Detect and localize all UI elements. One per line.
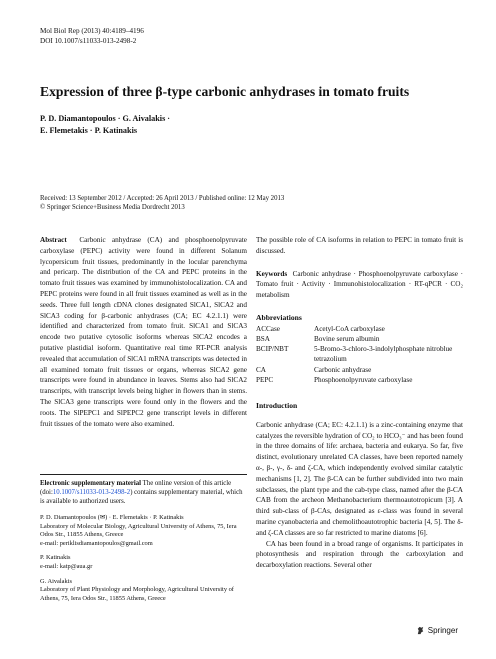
abstract-text: Carbonic anhydrase (CA) and phosphoenolpyruvate carboxylase (PEPC) activity were found in different Solanum lycopersicum fruit tissues, predominantly in the locular parenchyma and pericarp. The distribution of the CA and PEPC proteins in the tomato fruit tissues was examined by immunohistolocalization. CA and PEPC proteins were found in all fruit tissues examined as well as in the seeds. Three full length cDNA clones designated SlCA1, SlCA2 and SlCA3 coding for β-carbonic anhydrases (CA; EC 4.2.1.1) were identified and characterized from tomato fruit. SlCA1 and SlCA3 encode two putative cytosolic isoforms whereas SlCA2 encodes a putative plastidial isoform. Quantitative real time RT-PCR analysis revealed that accumulation of SlCA1 mRNA transcripts was detected in all examined tomato fruit tissues or organs, whereas SlCA2 gene transcripts were found in abundance in leaves. Stems also had SlCA2 transcripts, with transcript levels being higher in flowers than in stems. The SlCA3 gene transcripts were found only in the flowers and the roots. The SlPEPC1 and SlPEPC2 gene transcript levels in different fruit tissues of the tomato were also examined. (40, 236, 247, 428)
abstract (40, 235, 247, 429)
introduction-heading: Introduction (256, 401, 298, 410)
authors-line-1: P. D. Diamantopoulos · G. Aivalakis · (40, 114, 171, 123)
affiliation-3 (40, 578, 247, 604)
journal-header (40, 27, 144, 46)
abbreviations-list (256, 324, 463, 385)
esm-text-after: ) contains supplementary material, which is available to authorized users. (40, 489, 243, 505)
abbr-term: BSA (256, 334, 270, 343)
abbr-term: BCIP/NBT (256, 345, 289, 354)
abbr-definition: Acetyl-CoA carboxylase (314, 324, 385, 333)
esm-text-before: The online version of this article (doi: (40, 480, 232, 496)
abbr-term: ACCase (256, 324, 280, 333)
keywords-label: Keywords (256, 269, 288, 278)
copyright-line: © Springer Science+Business Media Dordrecht 2013 (40, 204, 185, 211)
authors-line-2: E. Flemetakis · P. Katinakis (40, 126, 138, 135)
affiliation-1 (40, 514, 247, 548)
author-list (40, 113, 170, 137)
affiliation-email[interactable]: e-mail: katp@aua.gr (40, 562, 93, 570)
abbr-term: PEPC (256, 375, 274, 384)
journal-citation: Mol Biol Rep (2013) 40:4189–4196 (40, 27, 144, 35)
abbreviations-heading: Abbreviations (256, 312, 302, 322)
journal-doi: DOI 10.1007/s11033-013-2498-2 (40, 36, 137, 45)
esm-doi-link[interactable]: 10.1007/s11033-013-2498-2 (52, 489, 131, 496)
history-dates: Received: 13 September 2012 / Accepted: 26 April 2013 / Published online: 12 May 2013 (40, 195, 285, 202)
affiliation-email[interactable]: e-mail: periklisdiamantopoulos@gmail.com (40, 539, 153, 547)
springer-horse-icon (416, 626, 425, 635)
left-column (40, 235, 247, 429)
publisher-logo (416, 626, 458, 635)
affiliation-names: P. D. Diamantopoulos (✉) · E. Flemetakis · P. Katinakis (40, 514, 184, 521)
abstract-continuation: The possible role of CA isoforms in relation to PEPC in tomato fruit is discussed. (256, 236, 463, 255)
abbr-definition: Carbonic anhydrase (314, 365, 372, 374)
supplementary-note (40, 474, 247, 506)
affiliation-line: Laboratory of Plant Physiology and Morphology, Agricultural University of Athens, 75, Iera Odos Str., 11855 Athens, Greece (40, 586, 234, 602)
introduction-paragraph-1: Carbonic anhydrase (CA; EC: 4.2.1.1) is a zinc-containing enzyme that catalyzes the reversible hydration of CO₂ to HCO₃⁻ and has been found in the three domains of life: archaea, bacteria and eukarya. So far, five distinct, evolutionary unrelated CA classes, have been reported namely α-, β-, γ-, δ- and ζ-CA, which independently evolved similar catalytic mechanisms [1, 2]. The β-CA can be further subdivided into two main subclasses, the plant type and the cab-type class, named after the β-CA CAB from the archeon Methanobacterium thermoautotropicum [3]. A third sub-class of β-CAs, designated as ε-class was found in several marine cyanobacteria and chemolithoautotrophic bacteria [4, 5]. The δ- and ζ-CA classes are so far restricted to marine diatoms [6]. (256, 420, 463, 537)
introduction-paragraph-2: CA has been found in a broad range of organisms. It participates in photosynthesis and respiration through the carboxylation and decarboxylation reactions. Several other (256, 539, 463, 570)
affiliation-line: Laboratory of Molecular Biology, Agricultural University of Athens, 75, Iera Odos Str., 11855 Athens, Greece (40, 522, 237, 539)
abbr-definition: Phosphoenolpyruvate carboxylase (314, 375, 413, 384)
affiliation-2 (40, 554, 247, 571)
affiliations (40, 514, 247, 603)
affiliation-names: P. Katinakis (40, 554, 71, 562)
keywords-text: Carbonic anhydrase · Phosphoenolpyruvate carboxylase · Tomato fruit · Activity · Immunohistolocalization · RT-qPCR · CO₂ metabolism (256, 269, 463, 300)
abbr-definition: 5-Bromo-3-chloro-3-indolylphosphate nitroblue tetrazolium (314, 345, 453, 364)
publisher-name: Springer (427, 626, 458, 635)
right-column (256, 235, 463, 571)
abbr-definition: Bovine serum albumin (314, 334, 380, 343)
keywords (256, 269, 463, 301)
article-history (40, 194, 460, 212)
abbr-term: CA (256, 365, 266, 374)
affiliation-names: G. Aivalakis (40, 577, 72, 585)
abstract-label: Abstract (40, 236, 67, 244)
esm-label: Electronic supplementary material (40, 480, 142, 487)
article-title: Expression of three β-type carbonic anhydrases in tomato fruits (40, 84, 410, 99)
